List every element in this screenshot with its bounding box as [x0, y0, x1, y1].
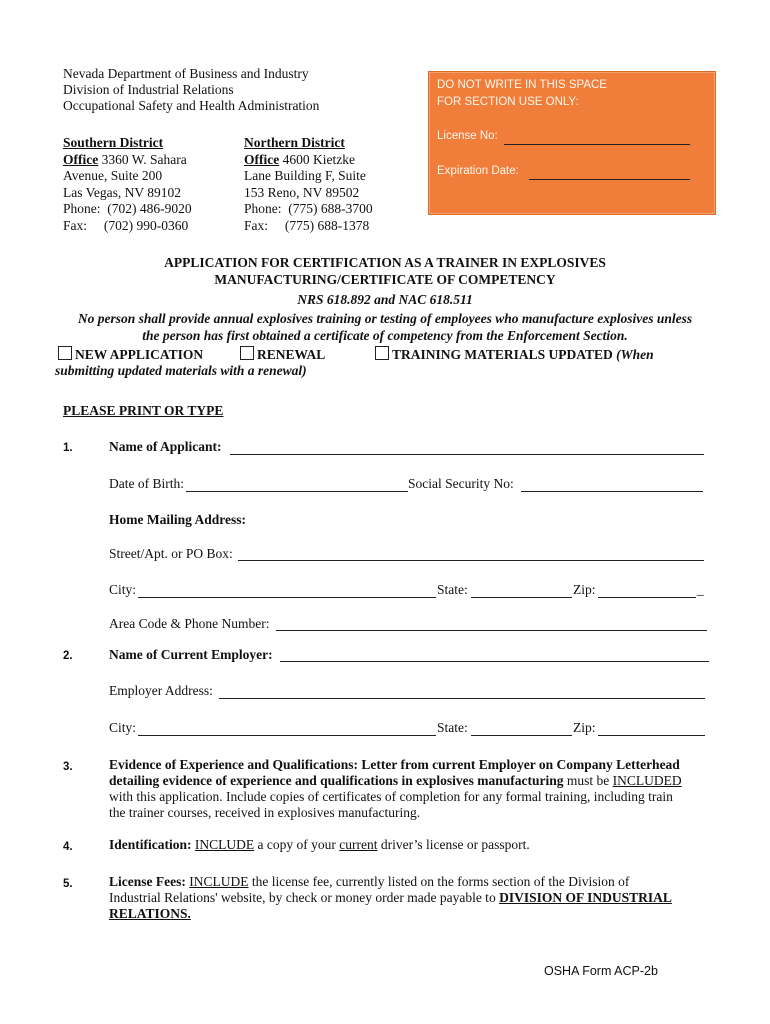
- home-state-label: State:: [437, 582, 468, 597]
- identification-label: Identification:: [109, 837, 192, 852]
- section-3-line-2: [109, 773, 719, 789]
- home-city-label: City:: [109, 582, 137, 597]
- new-application-checkbox[interactable]: [58, 346, 72, 360]
- employer-zip-field[interactable]: [598, 735, 705, 736]
- section-1-number: 1.: [63, 442, 73, 454]
- renewal-checkbox[interactable]: [240, 346, 254, 360]
- phone-field[interactable]: [276, 630, 707, 631]
- agency-line-1: Nevada Department of Business and Industry: [63, 66, 309, 81]
- northern-district-block: [244, 135, 424, 234]
- employer-city-field[interactable]: [138, 735, 436, 736]
- license-fees-label: License Fees:: [109, 874, 186, 889]
- form-number: OSHA Form ACP-2b: [544, 964, 658, 978]
- section-3-line-1: Evidence of Experience and Qualifications: Letter from current Employer on Company Letterhead: [109, 757, 680, 772]
- northern-fax: Fax: (775) 688-1378: [244, 217, 370, 233]
- training-materials-note-continued: submitting updated materials with a renewal): [55, 363, 307, 378]
- license-fees-include: INCLUDE: [189, 874, 249, 889]
- dob-label: Date of Birth:: [109, 476, 184, 491]
- license-no-label: License No:: [437, 130, 498, 142]
- agency-line-2: Division of Industrial Relations: [63, 82, 234, 97]
- identification-text-b: driver’s license or passport.: [377, 837, 530, 852]
- northern-phone: Phone: (775) 688-3700: [244, 201, 373, 216]
- employer-city-label: City:: [109, 720, 137, 735]
- statute-reference: NRS 618.892 and NAC 618.511: [297, 292, 473, 307]
- southern-address-1: 3360 W. Sahara: [98, 151, 187, 167]
- northern-address-3: 153 Reno, NV 89502: [244, 184, 360, 200]
- home-city-field[interactable]: [138, 597, 436, 598]
- license-fees-line-2: Industrial Relations' website, by check or money order made payable to: [109, 890, 500, 905]
- section-2-number: 2.: [63, 650, 73, 662]
- form-title-line-2: MANUFACTURING/CERTIFICATE OF COMPETENCY: [214, 271, 556, 287]
- form-title: [40, 255, 730, 288]
- employer-address-label: Employer Address:: [109, 683, 213, 698]
- employer-address-field[interactable]: [219, 698, 705, 699]
- section-4-text: [109, 837, 719, 853]
- identification-text-a: a copy of your: [254, 837, 340, 852]
- southern-address-2: Avenue, Suite 200: [63, 168, 163, 183]
- section-5-number: 5.: [63, 878, 73, 890]
- expiration-date-field[interactable]: [529, 179, 690, 180]
- print-instruction: PLEASE PRINT OR TYPE: [63, 403, 224, 418]
- northern-district-title: Northern District: [244, 135, 345, 150]
- phone-label: Area Code & Phone Number:: [109, 616, 270, 631]
- employer-state-field[interactable]: [471, 735, 572, 736]
- applicant-name-field[interactable]: [230, 454, 704, 455]
- agency-header: [63, 66, 319, 114]
- license-fees-text-a: the license fee, currently listed on the forms section of the Division of: [248, 874, 630, 889]
- northern-address-1: 4600 Kietzke: [279, 151, 355, 167]
- training-materials-checkbox[interactable]: [375, 346, 389, 360]
- southern-district-block: [63, 135, 238, 234]
- training-materials-label: TRAINING MATERIALS UPDATED: [392, 347, 613, 362]
- section-5-text: [109, 874, 719, 922]
- new-application-label: NEW APPLICATION: [75, 347, 204, 362]
- notice-line-1: No person shall provide annual explosives training or testing of employees who manufacture explosives unless: [77, 311, 693, 326]
- southern-office-label: Office: [63, 151, 99, 167]
- section-3-number: 3.: [63, 761, 73, 773]
- employer-zip-label: Zip:: [573, 720, 596, 735]
- section-4-number: 4.: [63, 841, 73, 853]
- section-3-included: INCLUDED: [612, 773, 682, 788]
- office-use-box: [428, 71, 716, 215]
- southern-address-3: Las Vegas, NV 89102: [63, 184, 181, 200]
- northern-office-label: Office: [244, 151, 280, 167]
- identification-current: current: [339, 837, 378, 852]
- southern-fax: Fax: (702) 990-0360: [63, 217, 189, 233]
- notice-line-2: the person has first obtained a certificate of competency from the Enforcement Section.: [142, 327, 628, 343]
- expiration-date-label: Expiration Date:: [437, 165, 519, 177]
- renewal-option[interactable]: [240, 346, 325, 363]
- section-3-text: [109, 757, 719, 821]
- training-materials-option[interactable]: [375, 346, 654, 363]
- northern-address-2: Lane Building F, Suite: [244, 168, 366, 183]
- section-5-line-1: [109, 874, 719, 890]
- section-3-line-3: with this application. Include copies of certificates of completion for any formal training, including train: [109, 789, 673, 804]
- employer-name-field[interactable]: [280, 661, 709, 662]
- notice-text: [40, 311, 730, 344]
- home-zip-field[interactable]: [598, 597, 696, 598]
- section-5-line-2: [109, 890, 719, 906]
- agency-line-3: Occupational Safety and Health Administration: [63, 98, 320, 113]
- payee-line-1: DIVISION OF INDUSTRIAL: [499, 890, 672, 905]
- office-use-line-2: FOR SECTION USE ONLY:: [437, 96, 579, 108]
- form-title-line-1: APPLICATION FOR CERTIFICATION AS A TRAINER IN EXPLOSIVES: [164, 255, 606, 270]
- ssn-label: Social Security No:: [408, 476, 514, 491]
- license-no-field[interactable]: [504, 144, 690, 145]
- home-zip-tail: _: [697, 582, 704, 597]
- identification-include: INCLUDE: [194, 837, 255, 852]
- section-3-must-be: must be: [563, 773, 613, 788]
- home-zip-label: Zip:: [573, 582, 596, 597]
- renewal-label: RENEWAL: [257, 347, 326, 362]
- home-address-heading: Home Mailing Address:: [109, 512, 247, 527]
- southern-district-title: Southern District: [63, 135, 164, 150]
- street-label: Street/Apt. or PO Box:: [109, 546, 233, 561]
- new-application-option[interactable]: [58, 346, 203, 363]
- payee-line-2: RELATIONS.: [109, 906, 191, 921]
- section-3-bold-text: detailing evidence of experience and qualifications in explosives manufacturing: [109, 773, 564, 788]
- employer-name-label: Name of Current Employer:: [109, 647, 273, 662]
- dob-field[interactable]: [186, 491, 408, 492]
- southern-phone: Phone: (702) 486-9020: [63, 201, 192, 216]
- street-field[interactable]: [238, 560, 704, 561]
- section-3-line-4: the trainer courses, received in explosives manufacturing.: [109, 805, 421, 820]
- ssn-field[interactable]: [521, 491, 703, 492]
- home-state-field[interactable]: [471, 597, 572, 598]
- office-use-line-1: DO NOT WRITE IN THIS SPACE: [437, 79, 607, 91]
- applicant-name-label: Name of Applicant:: [109, 439, 222, 454]
- employer-state-label: State:: [437, 720, 468, 735]
- training-materials-note: (When: [616, 347, 654, 362]
